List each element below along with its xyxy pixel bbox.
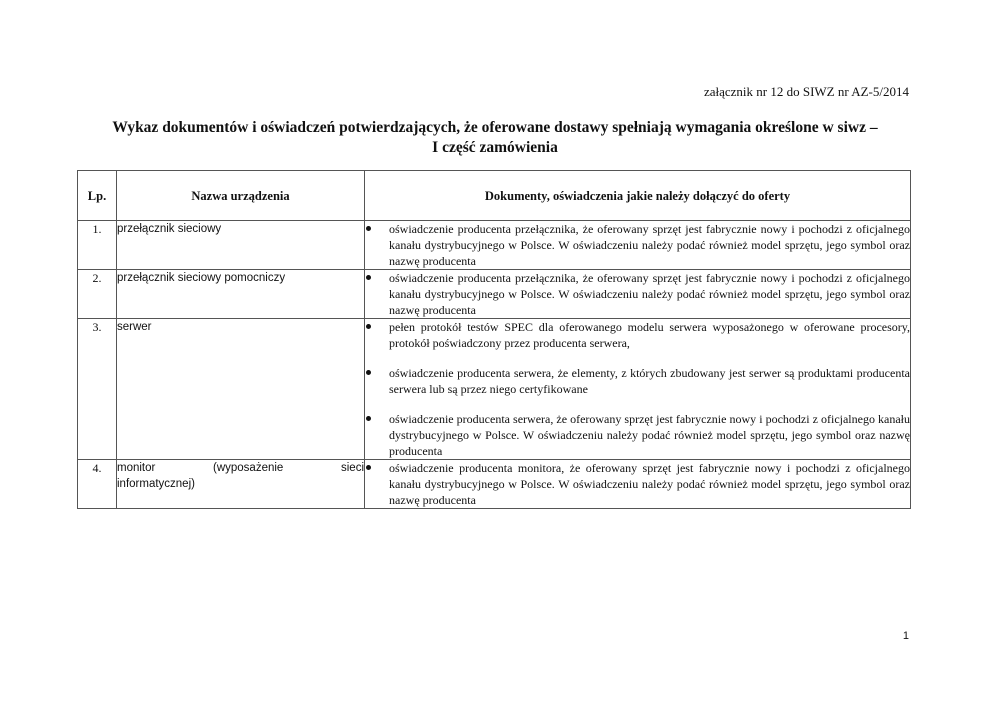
documents-cell xyxy=(365,270,911,319)
document-requirement: oświadczenie producenta serwera, że oferowany sprzęt jest fabrycznie nowy i pochodzi z oficjalnego kanału dystrybucyjnego w Polsce. W oświadczeniu należy podać również model sprzętu, jego symbol oraz nazwę producenta xyxy=(389,412,910,458)
header-documents: Dokumenty, oświadczenia jakie należy dołączyć do oferty xyxy=(365,171,911,221)
row-number: 4. xyxy=(78,460,117,509)
row-number: 3. xyxy=(78,319,117,460)
document-title xyxy=(78,118,912,158)
table-header-row xyxy=(78,171,911,221)
documents-cell xyxy=(365,460,911,509)
document-requirement: pełen protokół testów SPEC dla oferowanego modelu serwera wyposażonego w oferowane procesory, protokół poświadczony przez producenta serwera, xyxy=(389,320,910,350)
device-name: przełącznik sieciowy pomocniczy xyxy=(117,270,365,319)
table-row xyxy=(78,270,911,319)
page-number: 1 xyxy=(902,630,909,642)
list-item xyxy=(365,460,910,508)
table-row xyxy=(78,460,911,509)
bullet-icon xyxy=(366,370,371,375)
document-requirement: oświadczenie producenta serwera, że elementy, z których zbudowany jest serwer są produktami producenta serwera lub są przez niego certyfikowane xyxy=(389,366,910,396)
bullet-icon xyxy=(366,324,371,329)
list-item xyxy=(365,270,910,318)
list-item xyxy=(365,411,910,459)
device-name-line-2: informatycznej) xyxy=(117,478,195,490)
title-line-1: Wykaz dokumentów i oświadczeń potwierdzających, że oferowane dostawy spełniają wymagania określone w siwz – xyxy=(112,119,878,136)
documents-table xyxy=(77,170,911,509)
annex-reference: załącznik nr 12 do SIWZ nr AZ-5/2014 xyxy=(703,84,909,99)
header-lp: Lp. xyxy=(78,171,117,221)
documents-cell xyxy=(365,221,911,270)
device-name: przełącznik sieciowy xyxy=(117,221,365,270)
device-name: serwer xyxy=(117,319,365,460)
document-requirement: oświadczenie producenta przełącznika, że oferowany sprzęt jest fabrycznie nowy i pochodzi z oficjalnego kanału dystrybucyjnego w Polsce. W oświadczeniu należy podać również model sprzętu, jego symbol oraz nazwę producenta xyxy=(389,222,910,268)
list-item xyxy=(365,365,910,397)
bullet-icon xyxy=(366,465,371,470)
row-number: 2. xyxy=(78,270,117,319)
document-requirement: oświadczenie producenta przełącznika, że oferowany sprzęt jest fabrycznie nowy i pochodzi z oficjalnego kanału dystrybucyjnego w Polsce. W oświadczeniu należy podać również model sprzętu, jego symbol oraz nazwę producenta xyxy=(389,271,910,317)
bullet-icon xyxy=(366,226,371,231)
row-number: 1. xyxy=(78,221,117,270)
title-line-2: I część zamówienia xyxy=(432,139,558,156)
device-name xyxy=(117,460,365,509)
table-row xyxy=(78,221,911,270)
bullet-icon xyxy=(366,416,371,421)
header-device-name: Nazwa urządzenia xyxy=(117,171,365,221)
document-requirement: oświadczenie producenta monitora, że oferowany sprzęt jest fabrycznie nowy i pochodzi z oficjalnego kanału dystrybucyjnego w Polsce. W oświadczeniu należy podać również model sprzętu, jego symbol oraz nazwę producenta xyxy=(389,461,910,507)
device-name-line-1: monitor (wyposażenie sieci xyxy=(117,462,364,474)
table-row xyxy=(78,319,911,460)
bullet-icon xyxy=(366,275,371,280)
list-item xyxy=(365,221,910,269)
documents-cell xyxy=(365,319,911,460)
list-item xyxy=(365,319,910,351)
